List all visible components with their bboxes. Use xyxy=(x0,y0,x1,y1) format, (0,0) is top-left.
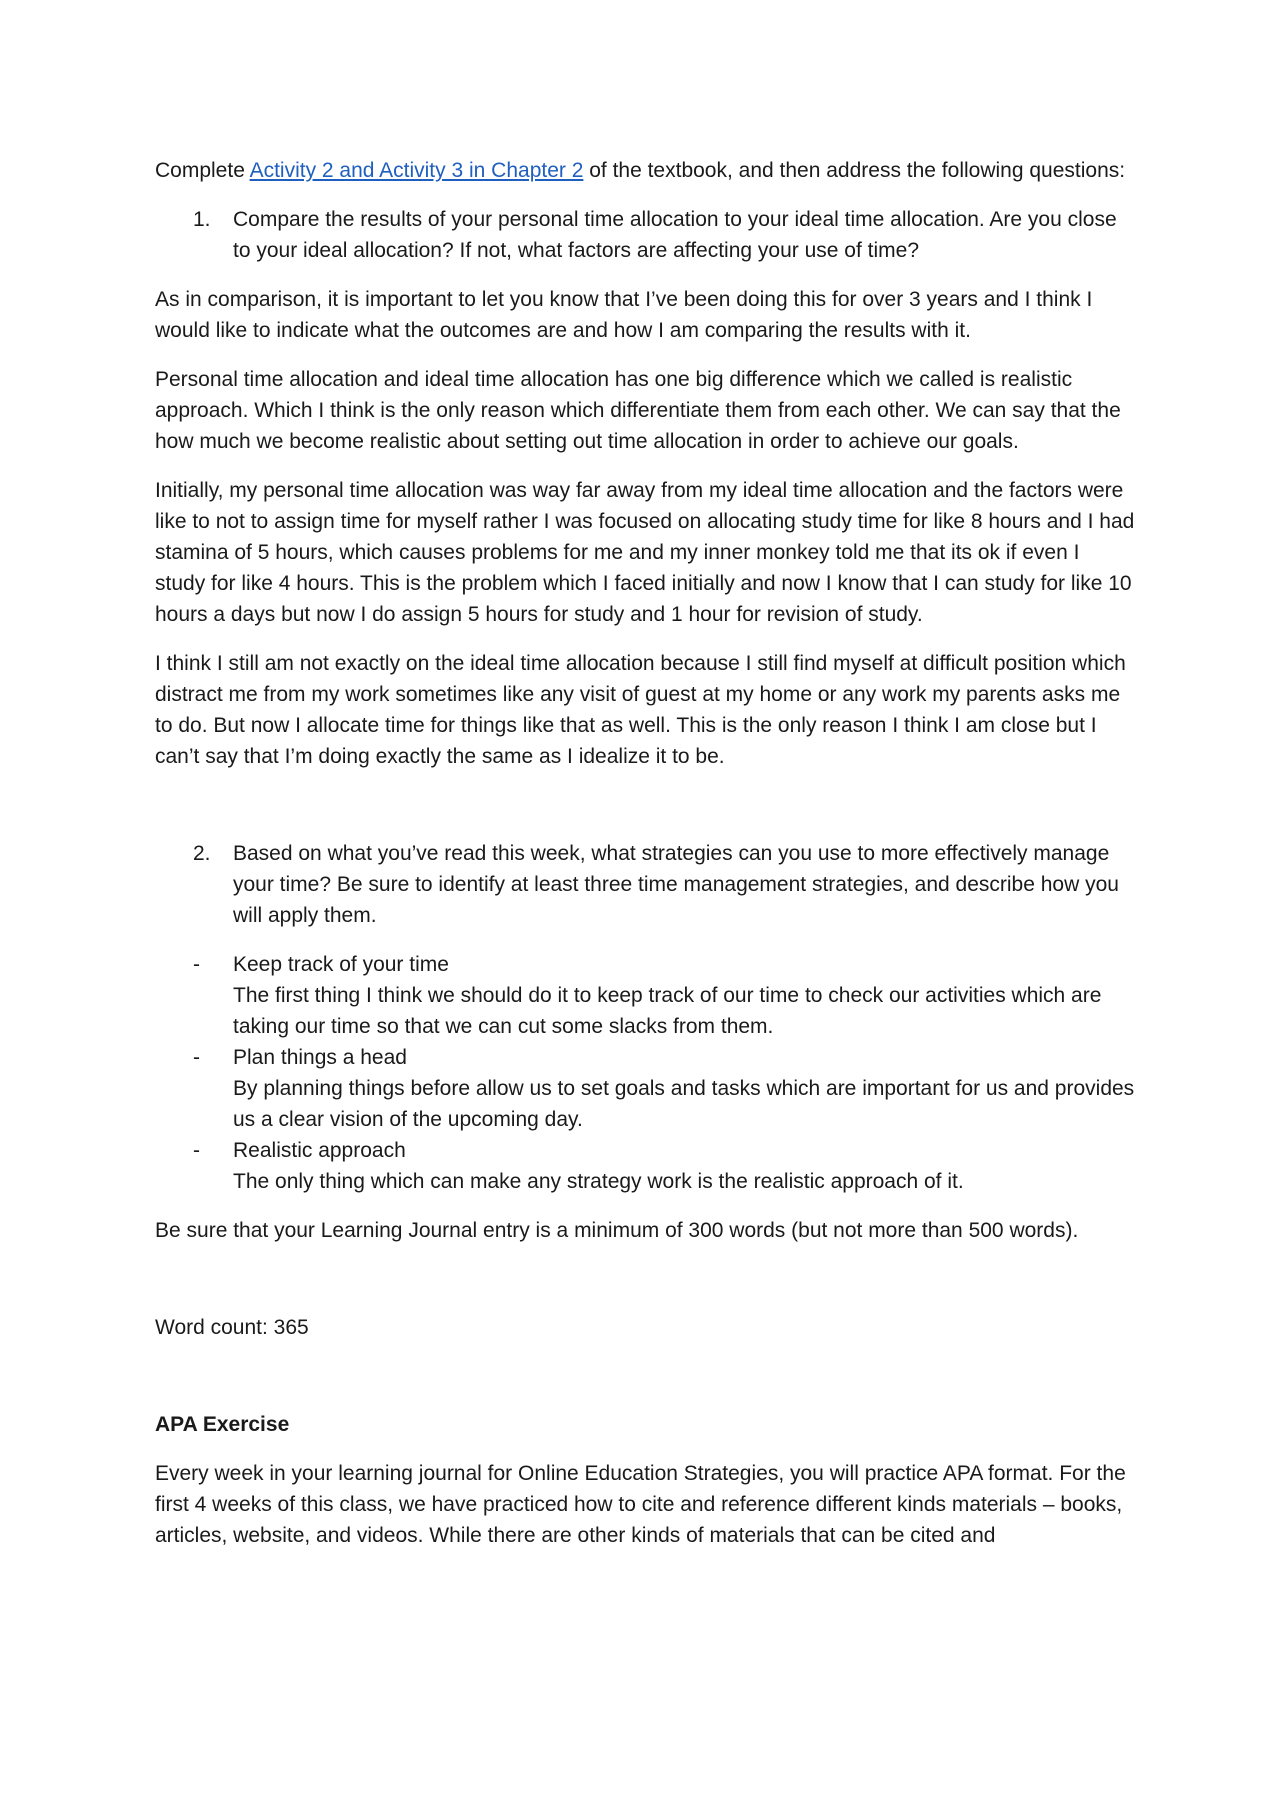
strategy-description: The first thing I think we should do it to keep track of our time to check our activities which are taking our time so that we can cut some slacks from them. xyxy=(233,984,1102,1038)
answer-1-paragraph-1: As in comparison, it is important to let you know that I’ve been doing this for over 3 years and I think I would like to indicate what the outcomes are and how I am comparing the results with it. xyxy=(155,288,1093,342)
strategy-title: Plan things a head xyxy=(233,1046,407,1069)
strategy-marker: - xyxy=(193,953,200,976)
strategy-list xyxy=(155,949,1135,1197)
question-2 xyxy=(155,838,1135,931)
question-1-marker: 1. xyxy=(193,208,211,231)
apa-heading: APA Exercise xyxy=(155,1413,290,1436)
word-count: Word count: 365 xyxy=(155,1316,309,1339)
question-1 xyxy=(155,204,1135,266)
spacer xyxy=(155,1264,1135,1312)
activity-link[interactable]: Activity 2 and Activity 3 in Chapter 2 xyxy=(249,159,584,182)
answer-1-paragraph-2: Personal time allocation and ideal time allocation has one big difference which we called is realistic approach. Which I think is the only reason which differentiate them from each other. We can say that the how much we become realistic about setting out time allocation in order to achieve our goals. xyxy=(155,368,1121,453)
intro-suffix: of the textbook, and then address the following questions: xyxy=(583,159,1126,182)
apa-paragraph: Every week in your learning journal for Online Education Strategies, you will practice APA format. For the first 4 weeks of this class, we have practiced how to cite and reference different kinds materials – books, articles, website, and videos. While there are other kinds of materials that can be cited and xyxy=(155,1462,1126,1547)
strategy-title: Keep track of your time xyxy=(233,953,449,976)
strategy-title: Realistic approach xyxy=(233,1139,406,1162)
question-2-text: Based on what you’ve read this week, what strategies can you use to more effectively manage your time? Be sure to identify at least three time management strategies, and describe how you will apply them. xyxy=(233,842,1119,927)
question-2-marker: 2. xyxy=(193,842,211,865)
spacer xyxy=(155,790,1135,838)
spacer xyxy=(155,1361,1135,1409)
strategy-description: The only thing which can make any strategy work is the realistic approach of it. xyxy=(233,1170,964,1193)
strategy-description: By planning things before allow us to set goals and tasks which are important for us and provides us a clear vision of the upcoming day. xyxy=(233,1077,1135,1131)
question-1-text: Compare the results of your personal time allocation to your ideal time allocation. Are you close to your ideal allocation? If not, what factors are affecting your use of time? xyxy=(233,208,1117,262)
strategy-marker: - xyxy=(193,1046,200,1069)
document-page xyxy=(155,155,1135,1569)
intro-paragraph xyxy=(155,155,1135,186)
strategy-item xyxy=(155,1135,1135,1197)
intro-prefix: Complete xyxy=(155,159,250,182)
strategy-item xyxy=(155,1042,1135,1135)
strategy-item xyxy=(155,949,1135,1042)
answer-1-paragraph-3: Initially, my personal time allocation was way far away from my ideal time allocation and the factors were like to not to assign time for myself rather I was focused on allocating study time for like 8 hours and I had stamina of 5 hours, which causes problems for me and my inner monkey told me that its ok if even I study for like 4 hours. This is the problem which I faced initially and now I know that I can study for like 10 hours a days but now I do assign 5 hours for study and 1 hour for revision of study. xyxy=(155,479,1135,626)
strategy-marker: - xyxy=(193,1139,200,1162)
requirement-paragraph: Be sure that your Learning Journal entry is a minimum of 300 words (but not more than 500 words). xyxy=(155,1219,1079,1242)
answer-1-paragraph-4: I think I still am not exactly on the ideal time allocation because I still find myself at difficult position which distract me from my work sometimes like any visit of guest at my home or any work my parents asks me to do. But now I allocate time for things like that as well. This is the only reason I think I am close but I can’t say that I’m doing exactly the same as I idealize it to be. xyxy=(155,652,1126,768)
